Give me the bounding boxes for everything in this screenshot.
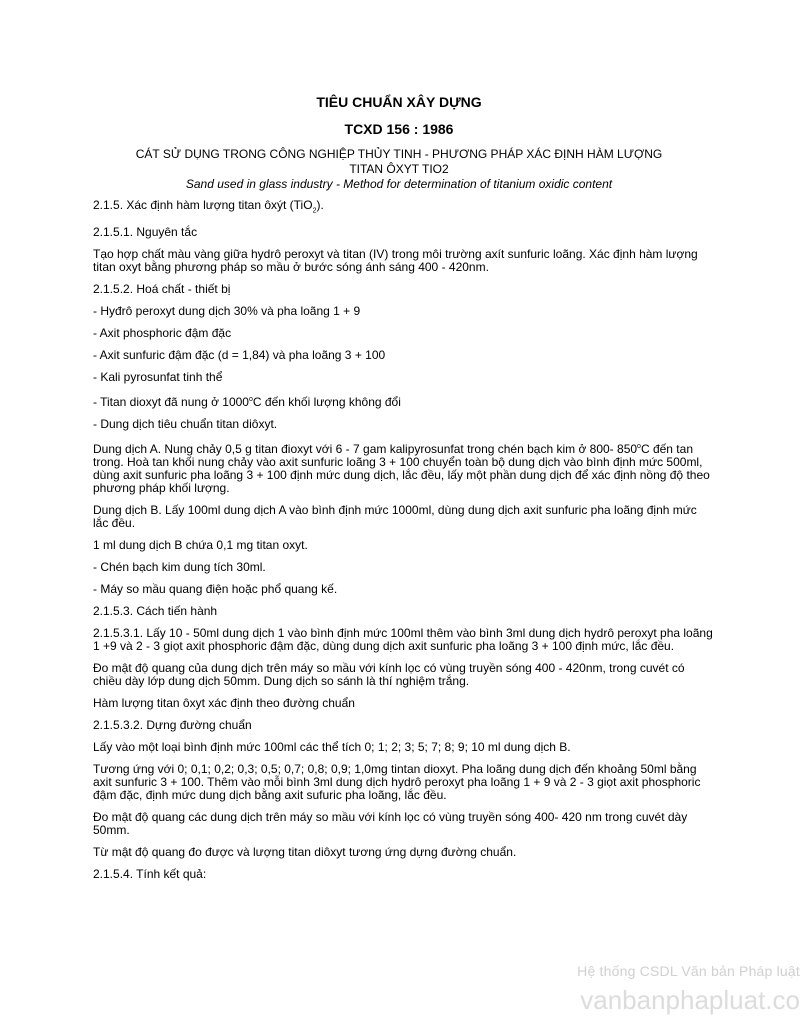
- superscript: o: [248, 396, 253, 404]
- item-text-end: C đến khối lượng không đổi: [252, 395, 401, 410]
- paragraph-text: Dung dịch A. Nung chảy 0,5 g titan đioxyt với 6 - 7 gam kalipyrosunfat trong chén bạch kim ở 800- 850: [93, 442, 638, 457]
- list-item-chemical: - Axit phosphoric đậm đặc: [93, 326, 232, 341]
- subscript: 2: [312, 207, 317, 215]
- heading-text: 2.1.5. Xác định hàm lượng titan ôxýt (TiO: [93, 198, 313, 212]
- section-heading-2-1-5-1: 2.1.5.1. Nguyên tắc: [93, 225, 198, 240]
- paragraph-solution-a: [93, 440, 715, 495]
- paragraph-standard-preparation: Tương ứng với 0; 0,1; 0,2; 0,3; 0,5; 0,7; 0,8; 0,9; 1,0mg tintan dioxyt. Pha loãng dung dịch đến khoảng 50ml bằng axit sunfuric 3 + 100. Thêm vào mỗi bình 3ml dung dịch hydrô peroxyt pha loãng 1 + 9 và 2 - 3 giọt axit phosphoric đậm đặc, định mức dung dịch bằng axit sufuric pha loãng, lắc đều.: [93, 762, 701, 803]
- paragraph-solution-b: Dung dịch B. Lấy 100ml dung dịch A vào bình định mức 1000ml, dùng dung dịch axit sunfuric pha loãng định mức lắc đều.: [93, 503, 697, 531]
- document-title: TIÊU CHUẨN XÂY DỰNG: [316, 94, 482, 110]
- watermark-caption: Hệ thống CSDL Văn bản Pháp luật: [577, 963, 800, 979]
- document-subtitle-en: Sand used in glass industry - Method for determination of titanium oxidic content: [185, 177, 613, 191]
- heading-text-end: ).: [316, 198, 324, 212]
- list-item-chemical: [93, 393, 715, 409]
- paragraph-standard-measurement: Đo mật độ quang các dung dịch trên máy so mầu với kính lọc có vùng truyền sóng 400- 420 nm trong cuvét dày 50mm.: [93, 810, 688, 838]
- document-body: [93, 199, 715, 890]
- subtitle-vi-line2: TITAN ÔXYT TIO2: [349, 162, 449, 176]
- paragraph-content-by-curve: Hàm lượng titan ôxyt xác định theo đường chuẩn: [93, 696, 355, 711]
- paragraph-text-end: C đến tan trong. Hoà tan khối nung chảy vào axit sunfuric loãng 3 + 100 chuyển toàn bộ dung dịch vào bình định mức 500ml, dùng axit sunfuric pha loãng 3 + 100 định mức dung dịch, lắc đều, lấy một phần dung dịch để xác định nồng độ theo phương pháp khối lượng.: [93, 442, 710, 496]
- watermark: [540, 963, 800, 1017]
- section-heading-2-1-5: [93, 199, 715, 217]
- standard-code: TCXD 156 : 1986: [344, 121, 454, 137]
- section-heading-2-1-5-2: 2.1.5.2. Hoá chất - thiết bị: [93, 282, 231, 297]
- paragraph-calibration-curve: Từ mật độ quang đo được và lượng titan diôxyt tương ứng dựng đường chuẩn.: [93, 845, 517, 860]
- paragraph-measurement: Đo mật độ quang của dung dịch trên máy so mầu với kính lọc có vùng truyền sóng 400 - 420nm, trong cuvét có chiều dày lớp dung dịch 50mm. Dung dịch so sánh là thí nghiệm trắng.: [93, 661, 685, 689]
- section-heading-2-1-5-3: 2.1.5.3. Cách tiến hành: [93, 604, 218, 619]
- list-item-equipment: - Chén bạch kim dung tích 30ml.: [93, 560, 266, 575]
- paragraph-principle: Tạo hợp chất màu vàng giữa hydrô peroxyt và titan (IV) trong môi trường axít sunfuric loãng. Xác định hàm lượng titan oxyt bằng phương pháp so mầu ở bước sóng ánh sáng 400 - 420nm.: [93, 247, 698, 275]
- list-item-chemical: - Hyđrô peroxyt dung dịch 30% và pha loãng 1 + 9: [93, 304, 361, 319]
- section-heading-2-1-5-3-2: 2.1.5.3.2. Dựng đường chuẩn: [93, 718, 252, 733]
- list-item-chemical: - Kali pyrosunfat tinh thể: [93, 370, 223, 385]
- list-item-chemical: - Dung dịch tiêu chuẩn titan diôxyt.: [93, 417, 278, 432]
- document-subtitle-vi: [93, 147, 705, 177]
- paragraph-solution-b-concentration: 1 ml dung dịch B chứa 0,1 mg titan oxyt.: [93, 538, 308, 553]
- item-text: - Titan dioxyt đã nung ở 1000: [93, 395, 249, 410]
- superscript: o: [637, 443, 641, 451]
- section-heading-2-1-5-4: 2.1.5.4. Tính kết quả:: [93, 867, 207, 882]
- subtitle-vi-line1: CÁT SỬ DỤNG TRONG CÔNG NGHIỆP THỦY TINH - PHƯƠNG PHÁP XÁC ĐỊNH HÀM LƯỢNG: [135, 147, 663, 161]
- list-item-equipment: - Máy so mầu quang điện hoặc phổ quang kế.: [93, 582, 338, 597]
- list-item-chemical: - Axit sunfuric đậm đặc (d = 1,84) và pha loãng 3 + 100: [93, 348, 386, 363]
- paragraph-procedure-2-1-5-3-1: 2.1.5.3.1. Lấy 10 - 50ml dung dịch 1 vào bình định mức 100ml thêm vào bình 3ml dung dịch hydrô peroxyt pha loãng 1 +9 và 2 - 3 giọt axit phosphoric đậm đặc, dùng dung dịch axit sunfuric pha loãng 3 + 100 định mức, lắc đều.: [93, 626, 713, 654]
- paragraph-standard-volumes: Lấy vào một loại bình định mức 100ml các thể tích 0; 1; 2; 3; 5; 7; 8; 9; 10 ml dung dịch B.: [93, 740, 571, 755]
- watermark-site: vanbanphapluat.co: [580, 985, 800, 1015]
